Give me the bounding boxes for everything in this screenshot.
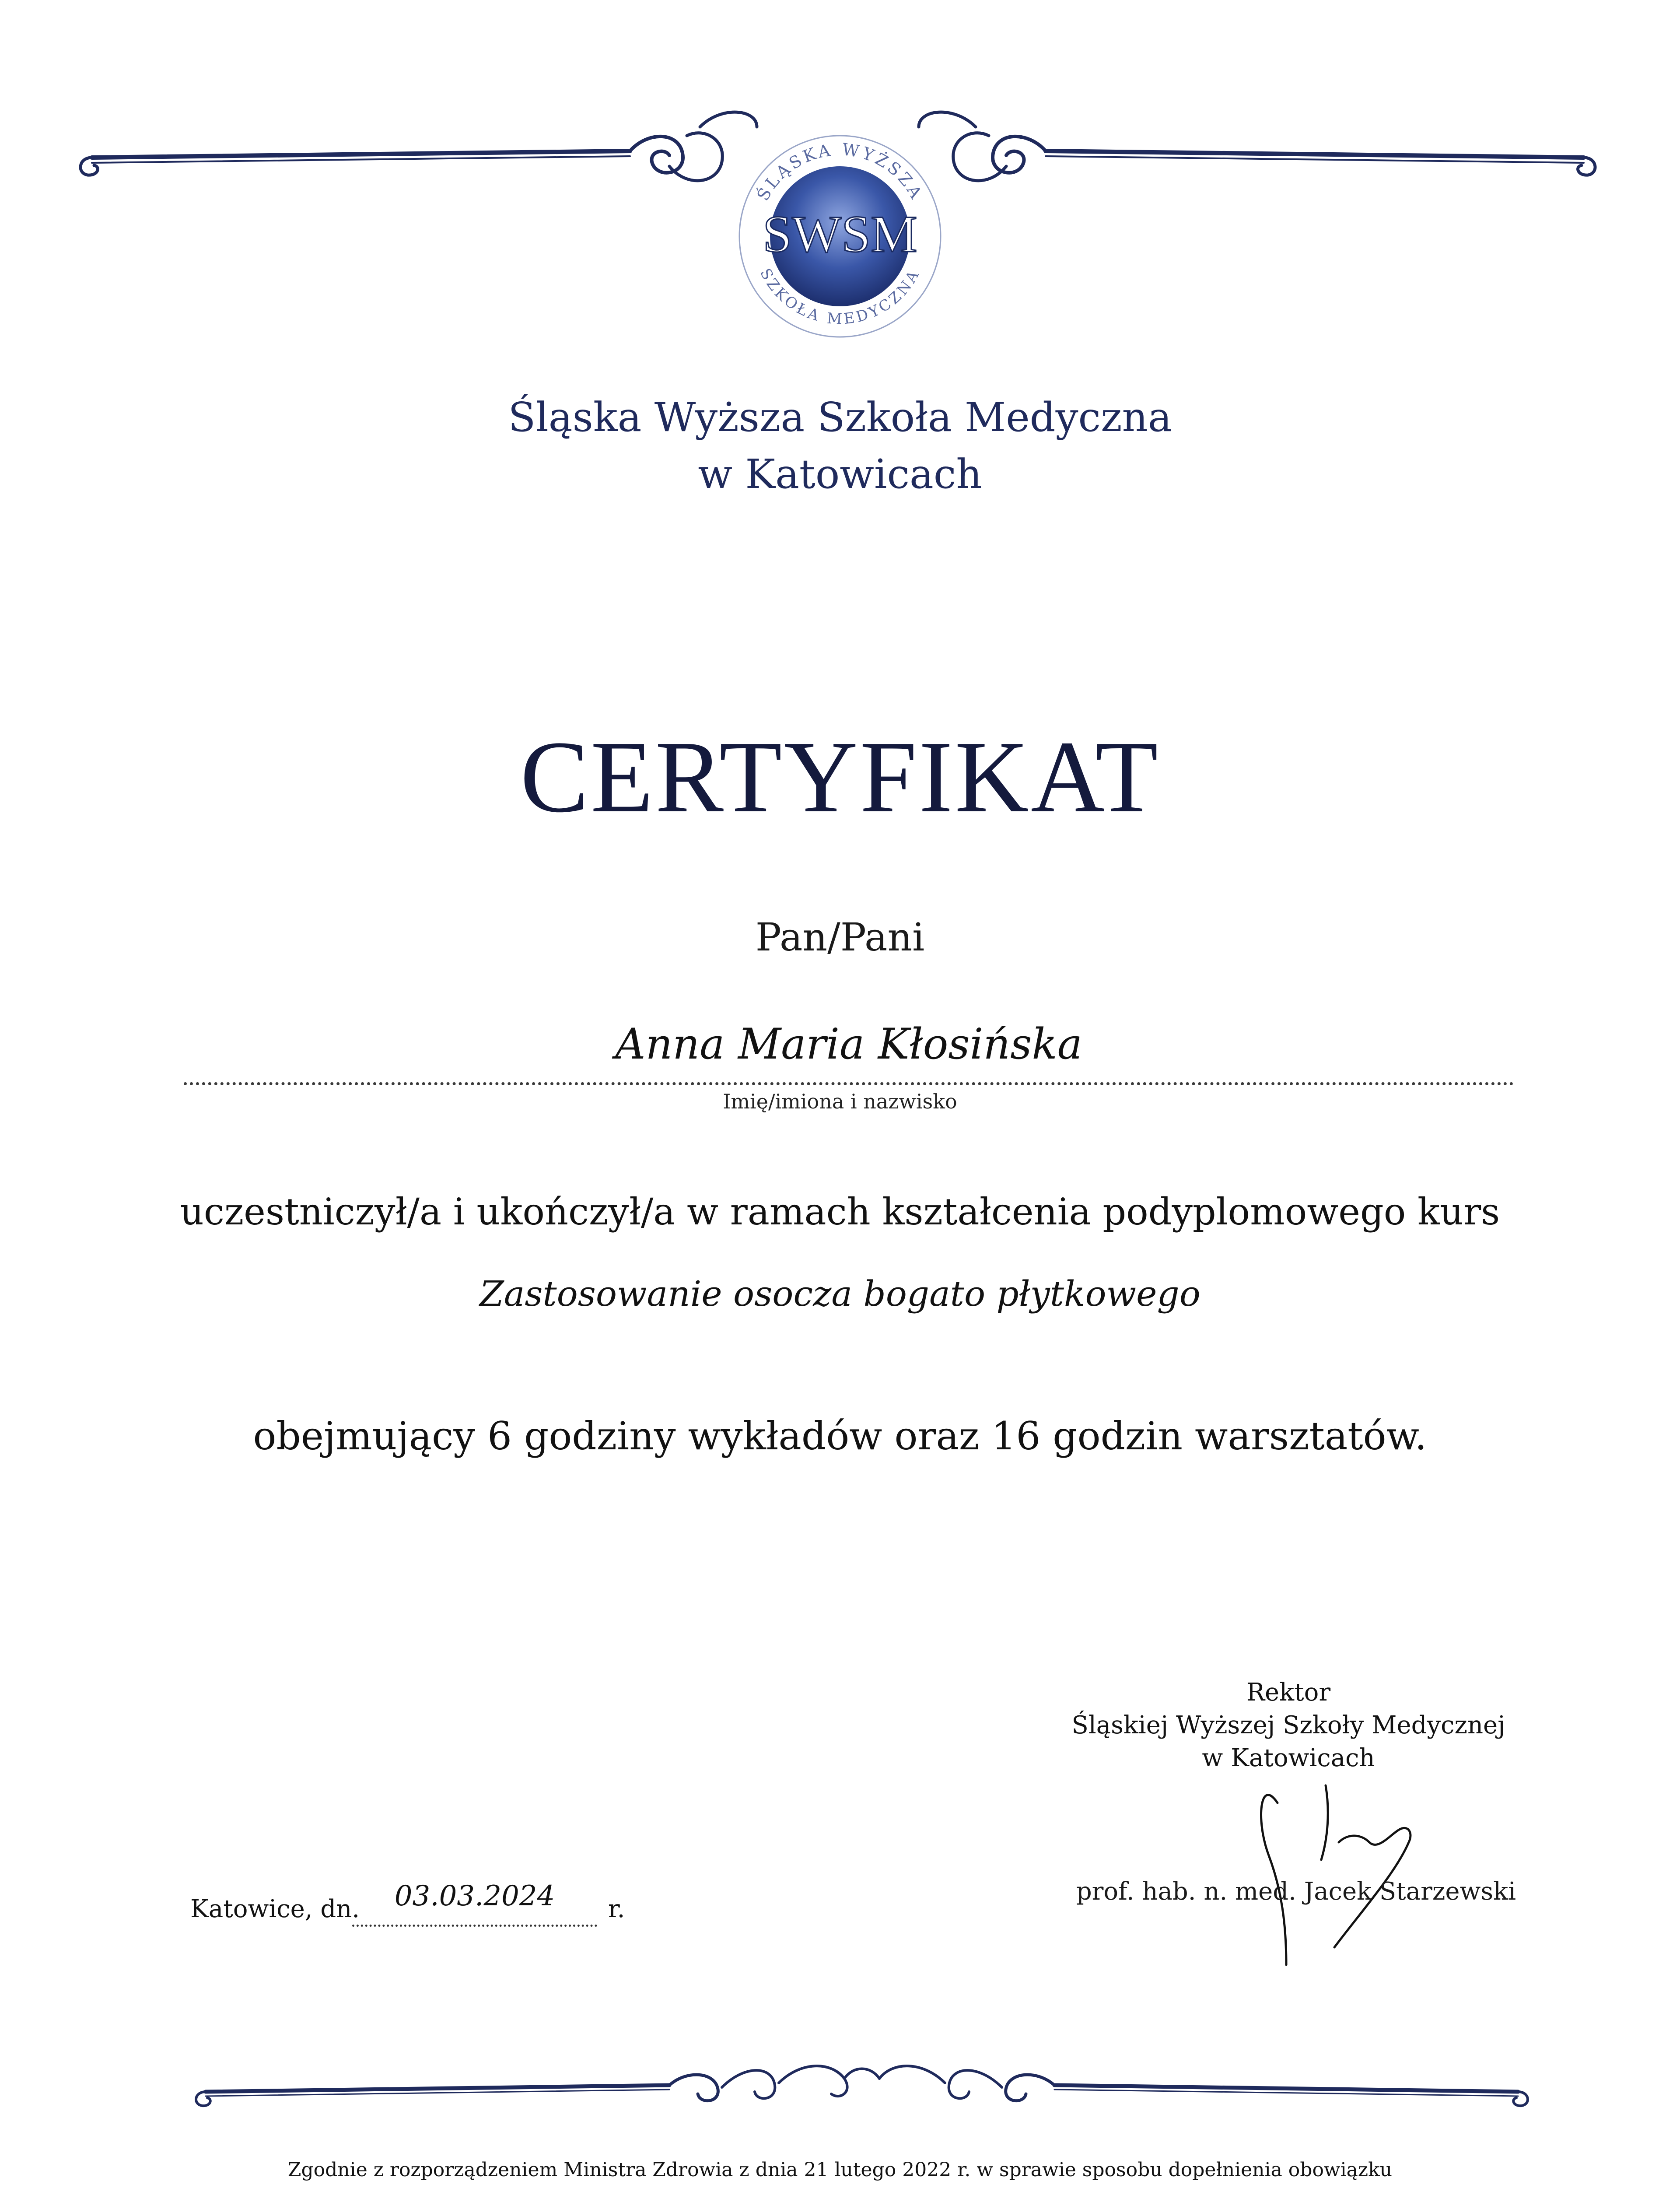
rector-city: w Katowicach xyxy=(1202,1744,1375,1772)
rector-title: Rektor xyxy=(1246,1678,1331,1707)
name-dotted-line xyxy=(184,1082,1514,1085)
date-row xyxy=(190,1882,672,1925)
university-name-line2: w Katowicach xyxy=(698,451,982,498)
course-intro-text: uczestniczył/a i ukończył/a w ramach kształcenia podyplomowego kurs xyxy=(180,1190,1500,1233)
date-label: Katowice, dn. xyxy=(190,1895,360,1923)
svg-text:SZKOŁA MEDYCZNA: SZKOŁA MEDYCZNA xyxy=(756,265,924,328)
rector-university: Śląskiej Wyższej Szkoły Medycznej xyxy=(1071,1711,1505,1739)
bottom-ornament-divider xyxy=(192,2052,1531,2109)
swsm-logo xyxy=(711,105,969,363)
salutation: Pan/Pani xyxy=(755,915,925,960)
course-hours-text: obejmujący 6 godziny wykładów oraz 16 godzin warsztatów. xyxy=(253,1413,1427,1459)
date-dotted-line xyxy=(352,1925,597,1927)
name-caption: Imię/imiona i nazwisko xyxy=(723,1090,957,1113)
svg-text:ŚLĄSKA WYŻSZA: ŚLĄSKA WYŻSZA xyxy=(753,140,927,204)
recipient-name-row xyxy=(184,1020,1514,1085)
handwritten-signature xyxy=(1260,1768,1444,1969)
course-name: Zastosowanie osocza bogato płytkowego xyxy=(480,1273,1200,1314)
recipient-name: Anna Maria Kłosińska xyxy=(615,1020,1082,1069)
footnote-line1: Zgodnie z rozporządzeniem Ministra Zdrowia z dnia 21 lutego 2022 r. w sprawie sposobu dopełnienia obowiązku xyxy=(287,2159,1393,2181)
legal-footnote xyxy=(228,2153,1452,2188)
svg-text:SWSM: SWSM xyxy=(763,205,917,263)
university-name-line1: Śląska Wyższa Szkoła Medyczna xyxy=(508,394,1172,441)
date-value: 03.03.2024 xyxy=(394,1880,555,1912)
date-suffix: r. xyxy=(608,1895,625,1923)
rector-name: prof. hab. n. med. Jacek Starzewski xyxy=(1076,1877,1516,1906)
certificate-title: CERTYFIKAT xyxy=(520,720,1160,834)
